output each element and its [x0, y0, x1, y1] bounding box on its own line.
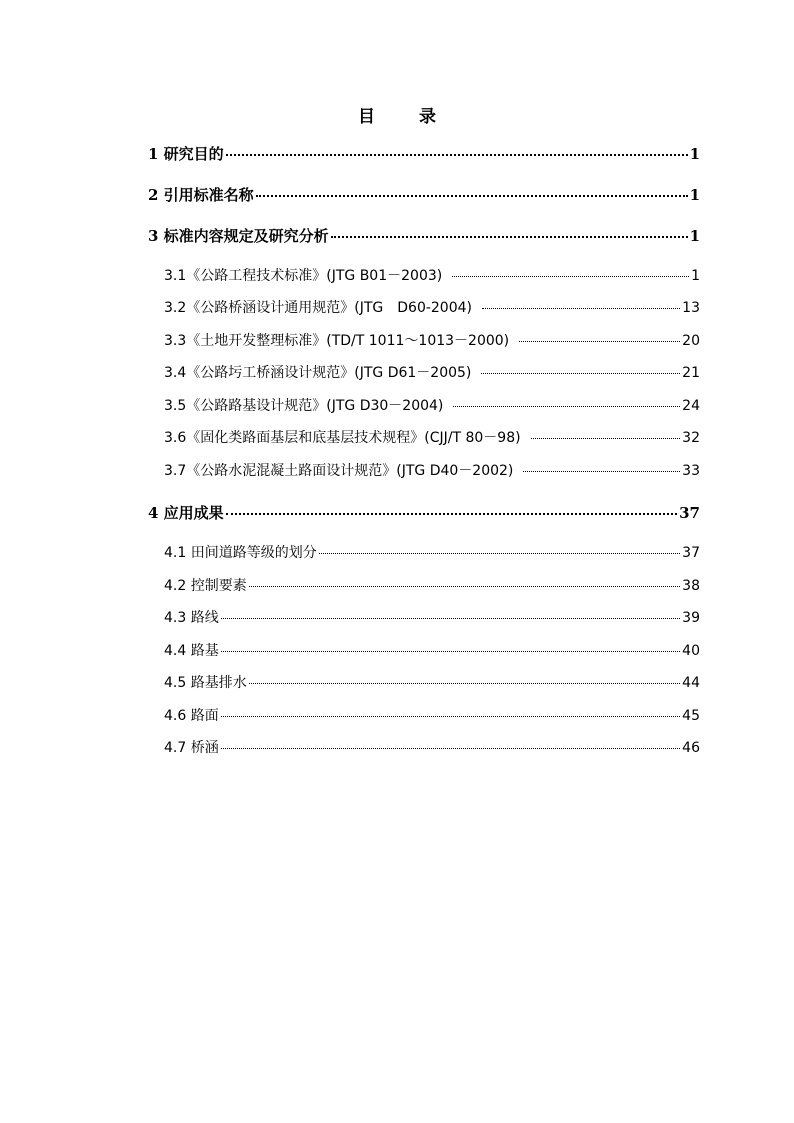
toc-entry[interactable] — [164, 705, 700, 727]
dot-leader — [523, 470, 680, 472]
toc-entry[interactable] — [164, 330, 700, 352]
toc-title — [0, 102, 794, 127]
toc-entry-page: 44 — [682, 675, 700, 691]
toc-entry[interactable] — [164, 297, 700, 319]
dot-leader — [319, 552, 680, 554]
toc-entry[interactable] — [164, 362, 700, 384]
toc-entry-label: 4.6 路面 — [164, 708, 219, 724]
toc-entry[interactable] — [164, 265, 700, 287]
toc-entry-page: 40 — [682, 643, 700, 659]
toc-entry-label: 3.3《土地开发整理标准》(TD/T 1011～1013－2000) — [164, 333, 510, 349]
toc-entry-label: 4.3 路线 — [164, 610, 219, 626]
dot-leader — [482, 307, 680, 309]
toc-entry-page: 37 — [682, 545, 700, 561]
toc-entry-label: 4 应用成果 — [148, 504, 224, 522]
dot-leader — [481, 372, 680, 374]
toc-entry-label: 4.7 桥涵 — [164, 740, 219, 756]
dot-leader — [226, 512, 677, 515]
toc-entry-page: 20 — [682, 333, 700, 349]
dot-leader — [221, 747, 680, 749]
dot-leader — [221, 715, 680, 717]
dot-leader — [452, 275, 689, 277]
toc-title-char-2: 录 — [419, 107, 436, 127]
dot-leader — [221, 650, 680, 652]
toc-entry-page: 37 — [679, 504, 700, 522]
toc-entry-page: 21 — [682, 365, 700, 381]
dot-leader — [249, 682, 680, 684]
toc-entry-label: 3.4《公路圬工桥涵设计规范》(JTG D61－2005) — [164, 365, 472, 381]
dot-leader — [531, 437, 681, 439]
toc-entry[interactable] — [148, 502, 700, 524]
toc-entry[interactable] — [164, 640, 700, 662]
toc-entry-label: 3.5《公路路基设计规范》(JTG D30－2004) — [164, 398, 444, 414]
toc-entry-label: 4.2 控制要素 — [164, 578, 247, 594]
toc-entry-page: 39 — [682, 610, 700, 626]
toc-entry-label: 2 引用标准名称 — [148, 186, 254, 204]
toc-entry[interactable] — [164, 737, 700, 759]
toc-entry[interactable] — [164, 460, 700, 482]
dot-leader — [256, 194, 688, 197]
dot-leader — [519, 340, 680, 342]
toc-entry[interactable] — [164, 542, 700, 564]
toc-entry[interactable] — [148, 143, 700, 165]
toc-entry-label: 3.2《公路桥涵设计通用规范》(JTG D60-2004) — [164, 300, 472, 316]
toc-entry[interactable] — [148, 225, 700, 247]
toc-entry[interactable] — [148, 184, 700, 206]
dot-leader — [221, 617, 680, 619]
toc-entry-page: 1 — [689, 186, 700, 204]
toc-entry-page: 24 — [682, 398, 700, 414]
toc-entry[interactable] — [164, 427, 700, 449]
dot-leader — [331, 235, 688, 238]
toc-entry-page: 13 — [682, 300, 700, 316]
toc-entry[interactable] — [164, 575, 700, 597]
dot-leader — [249, 585, 680, 587]
toc-entry-label: 3.7《公路水泥混凝土路面设计规范》(JTG D40－2002) — [164, 463, 514, 479]
toc-entry-page: 33 — [682, 463, 700, 479]
toc-entry-page: 1 — [689, 227, 700, 245]
toc-entry-label: 3.6《固化类路面基层和底基层技术规程》(CJJ/T 80－98) — [164, 430, 521, 446]
toc-entry-page: 38 — [682, 578, 700, 594]
toc-entry-label: 3.1《公路工程技术标准》(JTG B01－2003) — [164, 268, 443, 284]
toc-entry-label: 3 标准内容规定及研究分析 — [148, 227, 329, 245]
toc-entry-label: 4.5 路基排水 — [164, 675, 247, 691]
toc-entry-page: 1 — [691, 268, 700, 284]
toc-entry-label: 4.4 路基 — [164, 643, 219, 659]
toc-entry[interactable] — [164, 672, 700, 694]
dot-leader — [226, 153, 688, 156]
toc-entry-label: 1 研究目的 — [148, 145, 224, 163]
toc-entry-label: 4.1 田间道路等级的划分 — [164, 545, 317, 561]
toc-entry-page: 45 — [682, 708, 700, 724]
toc-entry[interactable] — [164, 395, 700, 417]
toc-entry-page: 32 — [682, 430, 700, 446]
dot-leader — [453, 405, 680, 407]
toc-title-char-1: 目 — [358, 107, 375, 127]
toc-entry-page: 46 — [682, 740, 700, 756]
toc-entry-page: 1 — [689, 145, 700, 163]
toc-entry[interactable] — [164, 607, 700, 629]
